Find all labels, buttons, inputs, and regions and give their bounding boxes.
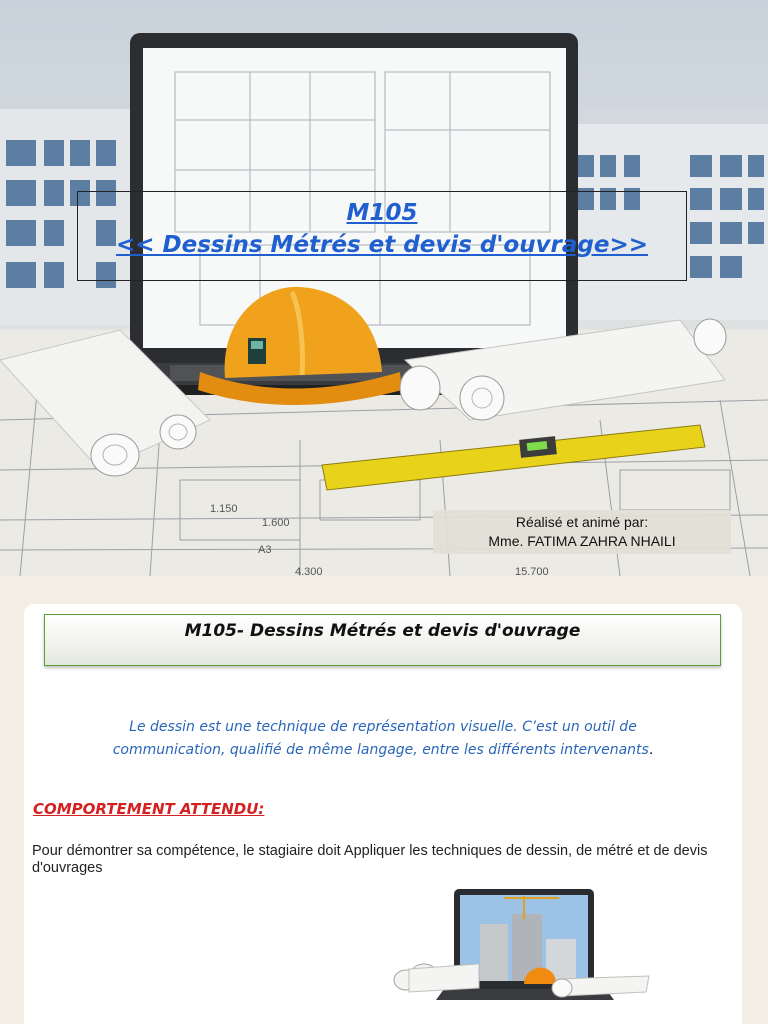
author-name: Mme. FATIMA ZAHRA NHAILI <box>488 533 676 549</box>
intro-paragraph <box>24 716 742 762</box>
cover-title-code[interactable]: M105 <box>346 200 418 226</box>
plan-dimension-label-4: 1.600 <box>262 517 290 529</box>
cover-title-box <box>77 191 687 281</box>
module-description-slide <box>0 576 768 1024</box>
plan-dimension-label-1: 4.300 <box>295 566 323 576</box>
author-box <box>433 510 731 554</box>
construction-laptop-illustration <box>384 884 654 1014</box>
competence-title: COMPORTEMENT ATTENDU: <box>33 800 265 818</box>
plan-dimension-label-5: A3 <box>258 544 272 556</box>
intro-period: . <box>648 742 654 758</box>
intro-line-2: communication, qualifié de même langage, entre les différents intervenants <box>112 742 649 758</box>
plan-dimension-label-2: 15.700 <box>515 566 549 576</box>
plan-dimension-label-3: 1.150 <box>210 503 238 515</box>
cover-title-full[interactable]: << Dessins Métrés et devis d'ouvrage>> <box>115 232 649 258</box>
competence-text: Pour démontrer sa compétence, le stagiaire doit Appliquer les techniques de dessin, de métré et de devis d'ouvrages <box>32 843 708 876</box>
module-heading: M105- Dessins Métrés et devis d'ouvrage <box>184 621 581 641</box>
content-card <box>24 604 742 1034</box>
module-heading-box <box>44 614 721 666</box>
intro-line-1: Le dessin est une technique de représentation visuelle. C’est un outil de <box>129 719 637 735</box>
author-label: Réalisé et animé par: <box>515 514 649 530</box>
